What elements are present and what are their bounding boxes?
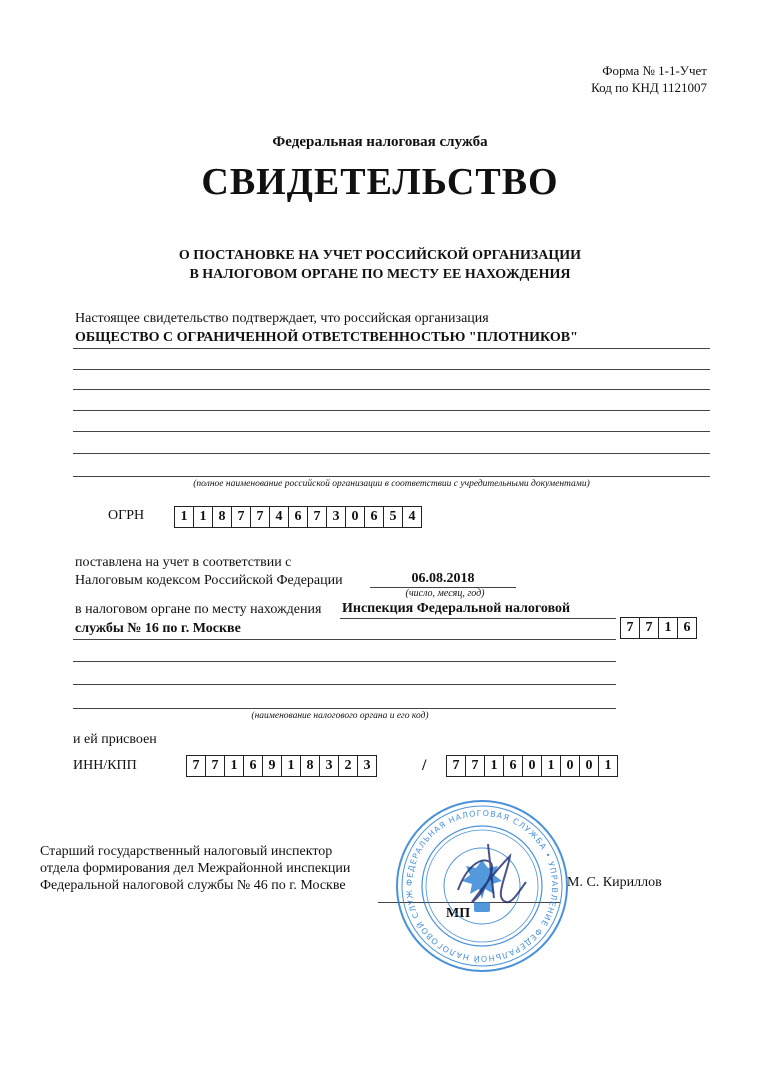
subtitle-line-1: О ПОСТАНОВКЕ НА УЧЕТ РОССИЙСКОЙ ОРГАНИЗАЦИИ — [178, 248, 582, 263]
ogrn-digit: 4 — [269, 506, 289, 528]
authority-line-3 — [73, 661, 616, 662]
authority-code-digit: 7 — [620, 617, 640, 639]
kpp-digit: 0 — [560, 755, 580, 777]
kpp-digit-boxes — [446, 755, 618, 777]
ogrn-digit: 7 — [307, 506, 327, 528]
authority-caption: (наименование налогового органа и его код) — [251, 711, 429, 721]
org-line-1 — [73, 348, 710, 349]
ogrn-digit: 1 — [174, 506, 194, 528]
inn-digit: 7 — [205, 755, 225, 777]
ogrn-digit: 7 — [250, 506, 270, 528]
handwritten-signature — [458, 844, 526, 902]
registration-date: 06.08.2018 — [411, 571, 475, 586]
inn-kpp-label: ИНН/КПП — [73, 758, 137, 773]
kpp-digit: 1 — [598, 755, 618, 777]
inn-digit: 8 — [300, 755, 320, 777]
inn-digit: 1 — [224, 755, 244, 777]
stamp-mark-label: МП — [446, 906, 471, 921]
org-line-5 — [73, 431, 710, 432]
registration-line-1: поставлена на учет в соответствии с — [75, 555, 292, 570]
authority-code-digit: 6 — [677, 617, 697, 639]
official-stamp — [394, 798, 570, 974]
org-line-2 — [73, 369, 710, 370]
authority-underline-2 — [73, 639, 616, 640]
date-caption: (число, месяц, год) — [405, 588, 485, 599]
authority-code-digit: 1 — [658, 617, 678, 639]
kpp-digit: 6 — [503, 755, 523, 777]
org-line-3 — [73, 389, 710, 390]
registration-line-2: Налоговым кодексом Российской Федерации — [75, 573, 343, 588]
org-line-7 — [73, 476, 710, 477]
ogrn-digit: 8 — [212, 506, 232, 528]
inn-digit: 7 — [186, 755, 206, 777]
authority-name-line-1: Инспекция Федеральной налоговой — [342, 601, 571, 616]
document-title: СВИДЕТЕЛЬСТВО — [201, 161, 559, 203]
document-subtitle — [0, 246, 760, 284]
inn-digit: 3 — [319, 755, 339, 777]
inn-digit: 9 — [262, 755, 282, 777]
ogrn-digit: 4 — [402, 506, 422, 528]
signatory-title — [40, 843, 350, 894]
organization-name: ОБЩЕСТВО С ОГРАНИЧЕННОЙ ОТВЕТСТВЕННОСТЬЮ "ПЛОТНИКОВ" — [75, 330, 578, 345]
signatory-line-3: Федеральной налоговой службы № 46 по г. Москве — [40, 878, 346, 893]
authority-code-boxes — [620, 617, 697, 639]
authority-line-5 — [73, 708, 616, 709]
inn-kpp-separator: / — [422, 757, 427, 774]
ogrn-digit: 7 — [231, 506, 251, 528]
subtitle-line-2: В НАЛОГОВОМ ОРГАНЕ ПО МЕСТУ ЕЕ НАХОЖДЕНИЯ — [189, 267, 571, 282]
authority-line-4 — [73, 684, 616, 685]
signatory-line-1: Старший государственный налоговый инспектор — [40, 844, 333, 859]
inn-digit: 3 — [357, 755, 377, 777]
ogrn-digit: 6 — [288, 506, 308, 528]
inn-digit: 6 — [243, 755, 263, 777]
authority-underline-1 — [340, 618, 616, 619]
ogrn-digit: 6 — [364, 506, 384, 528]
form-number: Форма № 1-1-Учет — [602, 63, 707, 78]
ogrn-digit: 1 — [193, 506, 213, 528]
kpp-digit: 0 — [522, 755, 542, 777]
intro-text: Настоящее свидетельство подтверждает, что российская организация — [75, 311, 489, 326]
knd-code: Код по КНД 1121007 — [591, 80, 707, 95]
org-line-6 — [73, 453, 710, 454]
signatory-name: М. С. Кириллов — [567, 875, 662, 890]
kpp-digit: 7 — [446, 755, 466, 777]
agency-name: Федеральная налоговая служба — [272, 134, 488, 150]
kpp-digit: 1 — [541, 755, 561, 777]
ogrn-digit: 3 — [326, 506, 346, 528]
stamp-ring-text: ФЕДЕРАЛЬНАЯ НАЛОГОВАЯ СЛУЖБА • УПРАВЛЕНИЕ ФЕДЕРАЛЬНОЙ НАЛОГОВОЙ СЛУЖ — [404, 808, 560, 964]
signatory-line-2: отдела формирования дел Межрайонной инспекции — [40, 861, 351, 876]
kpp-digit: 7 — [465, 755, 485, 777]
ogrn-digit-boxes — [174, 506, 422, 528]
kpp-digit: 1 — [484, 755, 504, 777]
inn-digit: 2 — [338, 755, 358, 777]
authority-prefix: в налоговом органе по месту нахождения — [75, 602, 322, 617]
ogrn-digit: 5 — [383, 506, 403, 528]
kpp-digit: 0 — [579, 755, 599, 777]
authority-name-line-2: службы № 16 по г. Москве — [75, 621, 241, 636]
stamp-seal-graphic — [394, 798, 570, 974]
ogrn-digit: 0 — [345, 506, 365, 528]
form-identifier — [591, 62, 707, 96]
inn-digit: 1 — [281, 755, 301, 777]
ogrn-label: ОГРН — [108, 508, 145, 523]
assigned-label: и ей присвоен — [73, 732, 157, 747]
authority-code-digit: 7 — [639, 617, 659, 639]
organization-caption: (полное наименование российской организации в соответствии с учредительными документами) — [193, 479, 590, 489]
org-line-4 — [73, 410, 710, 411]
inn-digit-boxes — [186, 755, 377, 777]
